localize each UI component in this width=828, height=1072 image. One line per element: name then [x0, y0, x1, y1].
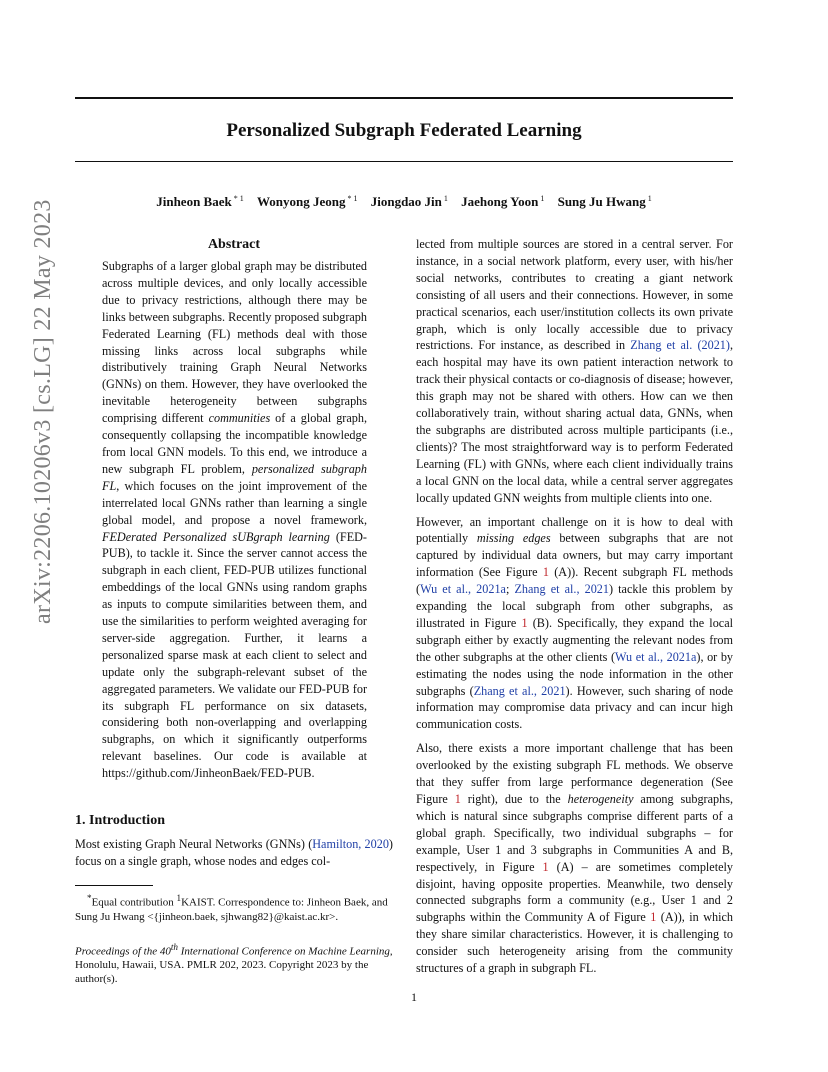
body-text: (A)), in which they share similar characteristics. However, it is challenging to consider such heterogeneity arising from the community structures of a graph in subgraph FL.	[416, 910, 733, 976]
author-affiliation-mark: * 1	[233, 194, 244, 203]
body-text: between subgraphs that are not captured by individual data owners, but may carry important information (See Figure	[416, 531, 733, 580]
body-text: (A)). Recent subgraph FL methods (	[416, 565, 733, 597]
right-column	[416, 236, 733, 984]
footnote-mark: *	[87, 893, 92, 903]
page-number: 1	[411, 990, 417, 1004]
body-text: , each hospital may have its own patient interaction network to track their physical contacts or co-diagnosis of disease; however, this graph may not be shared with others. How can we then collaboratively train, without sharing actual data, GNNs, when the subgraphs are distributed across multiple participants (i.e., clients)? The most straightforward way is to perform Federated Learning (FL) with GNNs, where each client individually trains a local GNN on the local data, while a central server aggregates locally updated GNN weights from multiple clients into one.	[416, 338, 734, 505]
author-affiliation-mark: 1	[540, 194, 545, 203]
author	[461, 194, 544, 209]
figure-reference-link[interactable]: 1	[542, 859, 549, 874]
author-affiliation-mark: 1	[647, 194, 652, 203]
body-text: Most existing Graph Neural Networks (GNNs) (	[75, 837, 313, 852]
citation-link[interactable]: Wu et al., 2021a	[420, 582, 506, 597]
body-text: ) focus on a single graph, whose nodes and edges col-	[75, 837, 393, 868]
title-bottom-rule	[75, 161, 733, 162]
footnote-mark: 1	[176, 893, 182, 903]
figure-reference-link[interactable]: 1	[454, 792, 461, 806]
body-text: ;	[505, 582, 515, 597]
figure-reference-link[interactable]: 1	[521, 615, 528, 630]
author-name: Jiongdao Jin	[370, 194, 442, 210]
body-paragraph	[416, 514, 733, 734]
author-list	[75, 190, 733, 211]
abstract-text-part: , which focuses on the joint improvement of the interrelated local GNNs rather than learning a single global model, and propose a novel framework,	[102, 478, 367, 527]
abstract-text	[102, 258, 367, 782]
paper-title: Personalized Subgraph Federated Learning	[226, 120, 582, 141]
author-name: Sung Ju Hwang	[557, 194, 646, 210]
body-text: lected from multiple sources are stored in a central server. For instance, in a social network platform, every user, with his/her social networks, contributes to creating a giant network consisting of all users and their connections. However, in some practical scenarios, each user/institution collects its own private graph, which is only locally accessible due to privacy restrictions. For instance, as described in	[416, 237, 733, 353]
footnote-text: International Conference on Machine Learning	[177, 945, 390, 958]
citation-link[interactable]: Zhang et al. (2021)	[630, 338, 730, 353]
body-text: (A) – are sometimes completely disjoint, having opposite properties. Meanwhile, two densely connected subgraphs form a community (e.g., User 1 and 2 subgraphs within the Community A of Figure	[416, 859, 733, 925]
body-text: (B). Specifically, they expand the local subgraph either by exactly augmenting the relevant nodes from the other subgraphs at the other clients (	[416, 615, 733, 664]
citation-link[interactable]: Hamilton, 2020	[312, 837, 389, 852]
footnote-text: Equal contribution	[91, 896, 177, 909]
body-emphasis: missing edges	[476, 531, 551, 546]
footnote-affiliation	[75, 891, 393, 924]
section-heading-introduction: 1. Introduction	[75, 813, 165, 829]
footnote-rule	[75, 885, 153, 886]
left-column	[75, 236, 393, 870]
footnote-proceedings	[75, 940, 393, 987]
arxiv-identifier-stamp: arXiv:2206.10206v3 [cs.LG] 22 May 2023	[30, 199, 56, 624]
author	[156, 194, 244, 209]
body-text: ). However, such sharing of node information may compromise data privacy and can incur high communication costs.	[416, 683, 733, 732]
footnote-text: 40	[159, 945, 171, 958]
body-text: ) tackle this problem by expanding the local subgraph from other subgraphs, as illustrated in Figure	[416, 582, 733, 630]
introduction-lead-paragraph	[75, 836, 393, 870]
footnote-superscript: th	[170, 941, 178, 952]
body-text: among subgraphs, which is natural since subgraphs comprise different parts of a global graph. Specifically, two individual subgraphs – for example, User 1 and 3 subgraphs in Communities A and B, respectively, in Figure	[416, 792, 734, 874]
author-name: Wonyong Jeong	[256, 194, 346, 210]
citation-link[interactable]: Zhang et al., 2021	[514, 582, 609, 597]
body-paragraph	[416, 740, 733, 977]
body-text: ), or by estimating the nodes using the node information in the other subgraphs (	[416, 649, 734, 698]
body-text: right), due to the	[460, 792, 568, 806]
body-text: Also, there exists a more important challenge that has been overlooked by the existing subgraph FL methods. We observe that they suffer from large performance degeneration (See Figure	[416, 741, 733, 806]
body-text: However, an important challenge on it is how to deal with potentially	[416, 514, 733, 546]
footnote-text: , Honolulu, Hawaii, USA. PMLR 202, 2023. Copyright 2023 by the author(s).	[75, 945, 393, 986]
abstract-text-part: of a global graph, consequently collapsing the incompatible knowledge from local GNN models. To this end, we introduce a new subgraph FL problem,	[102, 411, 367, 476]
abstract-text-part: (FED-PUB), to tackle it. Since the server cannot access the subgraph in each client, FED-PUB utilizes functional embeddings of the local GNNs using random graphs as inputs to compute similarities between them, and use the similarities to perform weighted averaging for server-side aggregation. Further, it learns a personalized sparse mask at each client to select and update only the subgraph-relevant subset of the aggregated parameters. We validate our FED-PUB for its subgraph FL performance on six datasets, considering both non-overlapping and overlapping subgraphs, on which it significantly outperforms relevant baselines. Our code is available at https://github.com/JinheonBaek/FED-PUB.	[102, 529, 367, 781]
footnotes	[75, 885, 393, 986]
footnote-text: KAIST. Correspondence to: Jinheon Baek, and Sung Ju Hwang <{jinheon.baek, sjhwang82}@kaist.ac.kr>.	[75, 896, 388, 923]
title-top-rule	[75, 97, 733, 99]
footnote-text: Proceedings of the	[75, 945, 160, 958]
citation-link[interactable]: Wu et al., 2021a	[615, 649, 697, 664]
abstract-emphasis: personalized subgraph FL	[102, 461, 367, 493]
figure-reference-link[interactable]: 1	[542, 565, 549, 580]
figure-reference-link[interactable]: 1	[650, 910, 657, 925]
author-name: Jinheon Baek	[156, 194, 232, 210]
author	[257, 194, 358, 209]
citation-link[interactable]: Zhang et al., 2021	[473, 683, 566, 698]
author	[371, 194, 448, 209]
abstract-emphasis: FEDerated Personalized sUBgraph learning	[102, 529, 330, 544]
body-emphasis: heterogeneity	[567, 792, 634, 806]
author-affiliation-mark: * 1	[347, 194, 358, 203]
author	[558, 194, 652, 209]
abstract-text-part: Subgraphs of a larger global graph may be distributed across multiple devices, and only locally accessible due to privacy restrictions, although there may be links between subgraphs. Recently proposed subgraph Federated Learning (FL) methods deal with those missing links across local subgraphs while distributively training Graph Neural Networks (GNNs) on them. However, they have overlooked the inevitable heterogeneity between subgraphs comprising different	[102, 259, 367, 426]
abstract-emphasis: communities	[208, 411, 271, 426]
author-name: Jaehong Yoon	[461, 194, 539, 210]
body-paragraph	[416, 236, 733, 507]
abstract-heading: Abstract	[207, 237, 261, 252]
author-affiliation-mark: 1	[443, 194, 448, 203]
